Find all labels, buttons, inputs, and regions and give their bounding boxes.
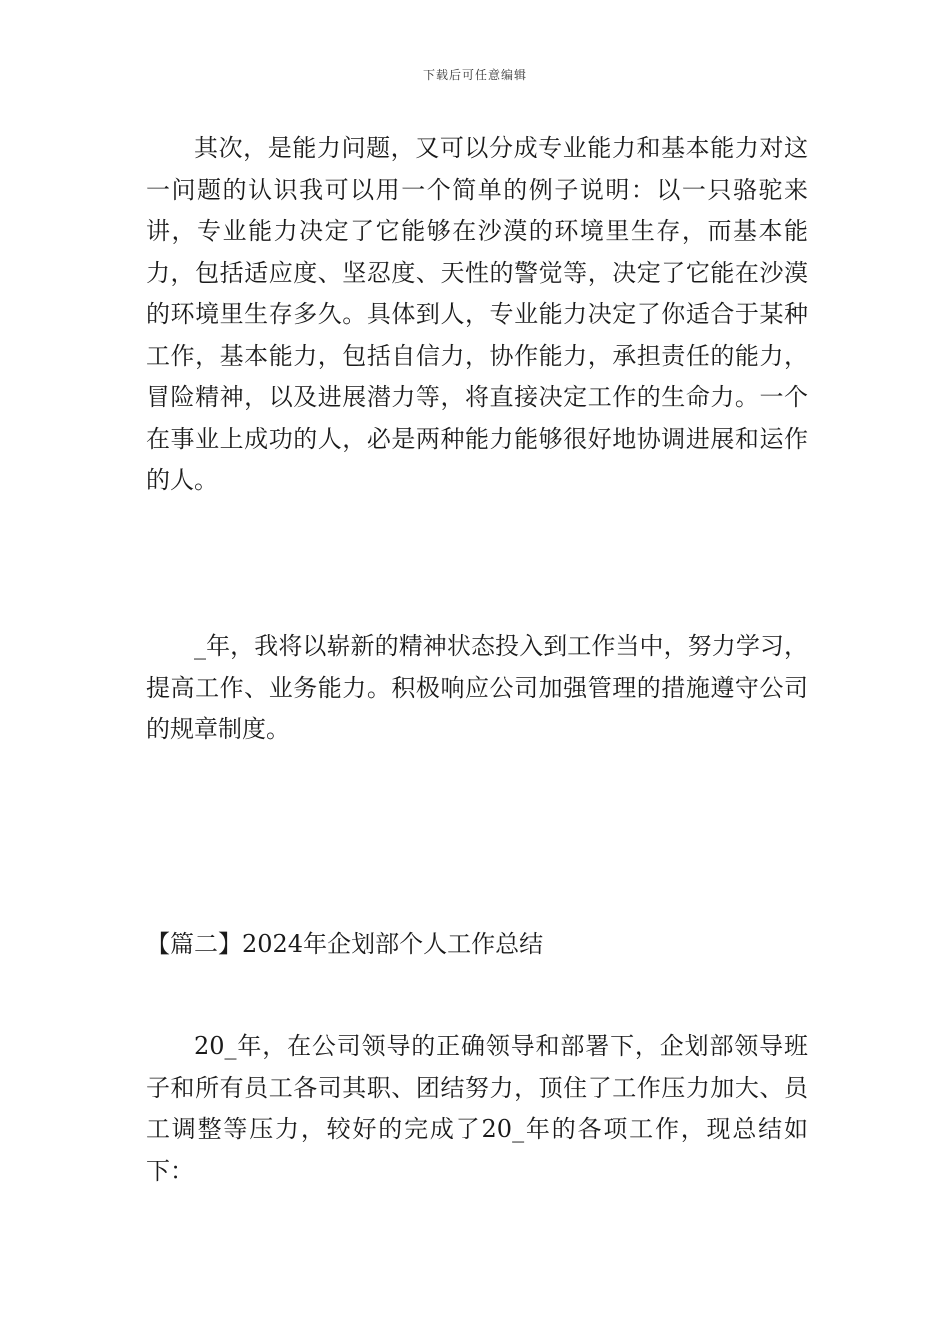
header-note: 下载后可任意编辑 xyxy=(422,68,527,82)
section-title: 【篇二】2024年企划部个人工作总结 xyxy=(146,930,544,958)
paragraph-summary-intro: 20_年，在公司领导的正确领导和部署下，企划部领导班子和所有员工各司其职、团结努力，顶住了工作压力加大、员工调整等压力，较好的完成了20_年的各项工作，现总结如下： xyxy=(146,1032,808,1185)
paragraph-ability: 其次，是能力问题，又可以分成专业能力和基本能力对这一问题的认识我可以用一个简单的例子说明：以一只骆驼来讲，专业能力决定了它能够在沙漠的环境里生存，而基本能力，包括适应度、坚忍度、天性的警觉等，决定了它能在沙漠的环境里生存多久。具体到人，专业能力决定了你适合于某种工作，基本能力，包括自信力，协作能力，承担责任的能力，冒险精神，以及进展潜力等，将直接决定工作的生命力。一个在事业上成功的人，必是两种能力能够很好地协调进展和运作的人。 xyxy=(146,134,808,494)
paragraph-plan: _年，我将以崭新的精神状态投入到工作当中，努力学习，提高工作、业务能力。积极响应公司加强管理的措施遵守公司的规章制度。 xyxy=(146,632,808,743)
